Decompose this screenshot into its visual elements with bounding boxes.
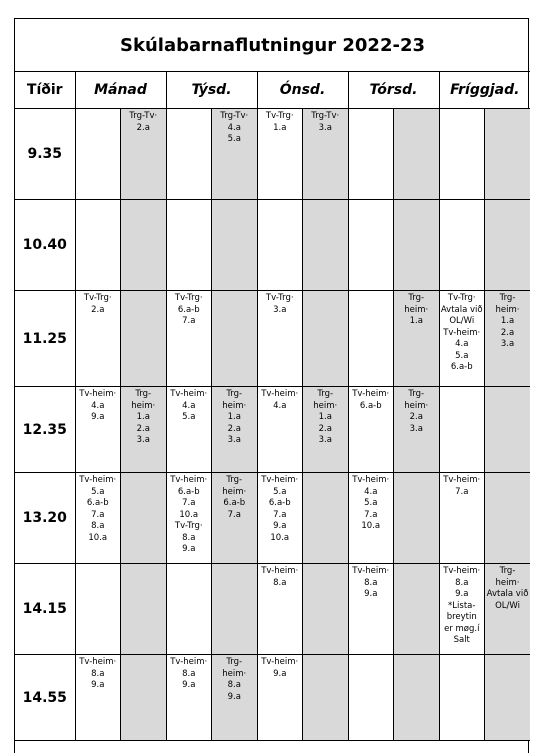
cell-line: Tv-Trg·	[174, 521, 203, 531]
cell-line: 7.a	[455, 486, 469, 497]
cell-line: heim·	[313, 400, 338, 411]
schedule-cell	[75, 291, 121, 387]
cell-line: 8.a	[273, 577, 287, 588]
day-header-thursday: Tórsd.	[348, 72, 439, 109]
cell-line: 4.a	[227, 122, 241, 133]
schedule-cell	[485, 473, 531, 564]
cell-line: 5.a	[364, 498, 378, 508]
cell-line: 6.a-b	[177, 486, 200, 497]
cell-line: heim·	[222, 486, 247, 497]
schedule-cell	[394, 473, 440, 564]
schedule-cell	[75, 109, 121, 200]
cell-line: heim·	[404, 400, 429, 411]
schedule-cell	[439, 564, 485, 655]
cell-line: Tv-Trg·	[174, 293, 203, 303]
cell-line: 7.a	[182, 316, 196, 326]
schedule-cell	[121, 387, 167, 473]
cell-line: 3.a	[318, 122, 332, 133]
schedule-cell	[303, 473, 349, 564]
cell-line: Trg-Tv·	[129, 111, 158, 121]
schedule-cell	[348, 200, 394, 291]
schedule-cell	[121, 655, 167, 741]
cell-line: Salt	[453, 635, 470, 645]
cell-line: 6.a-b	[450, 362, 473, 372]
schedule-cell	[212, 291, 258, 387]
cell-line: Trg-	[317, 389, 334, 399]
schedule-row	[15, 564, 530, 655]
schedule-cell	[212, 387, 258, 473]
schedule-row	[15, 291, 530, 387]
cell-line: 9.a	[91, 412, 105, 422]
schedule-cell	[257, 655, 303, 741]
cell-line: 7.a	[273, 509, 287, 520]
schedule-cell	[303, 655, 349, 741]
cell-line: 3.a	[318, 435, 332, 445]
cell-line: Trg-	[408, 389, 425, 399]
schedule-cell	[257, 387, 303, 473]
cell-line: Tv-Trg·	[265, 293, 294, 303]
cell-line: 10.a	[361, 521, 381, 531]
cell-line: 9.a	[182, 544, 196, 554]
schedule-cell	[348, 473, 394, 564]
cell-line: 1.a	[318, 412, 332, 422]
cell-line: 5.a	[227, 134, 241, 144]
schedule-cell	[439, 109, 485, 200]
cell-line: 4.a	[273, 400, 287, 411]
time-slot-label: 14.15	[15, 564, 75, 655]
cell-line: Tv-heim·	[352, 475, 390, 485]
cell-line: 8.a	[91, 668, 105, 679]
cell-line: 1.a	[227, 412, 241, 422]
cell-line: Tv-heim·	[261, 566, 299, 576]
schedule-row	[15, 109, 530, 200]
schedule-cell	[485, 291, 531, 387]
cell-line: Tv-heim·	[352, 566, 390, 576]
cell-line: 1.a	[136, 412, 150, 422]
schedule-cell	[121, 109, 167, 200]
schedule-cell	[303, 200, 349, 291]
cell-line: OL/Wi	[449, 316, 475, 326]
cell-line: 10.a	[88, 532, 108, 543]
cell-line: 2.a	[409, 412, 423, 422]
cell-line: 10.a	[270, 532, 290, 543]
cell-line: Tv-heim·	[443, 566, 481, 576]
cell-line: 5.a	[182, 412, 196, 422]
cell-line: Tv-heim·	[443, 475, 481, 485]
cell-line: Trg-	[226, 389, 243, 399]
cell-line: 3.a	[500, 339, 515, 349]
cell-line: 8.a	[455, 577, 469, 588]
schedule-cell	[75, 200, 121, 291]
schedule-cell	[439, 655, 485, 741]
cell-line: 2.a	[227, 423, 241, 434]
cell-line: 1.a	[500, 316, 515, 326]
schedule-cell	[348, 655, 394, 741]
cell-line: 9.a	[273, 668, 287, 679]
cell-line: 4.a	[455, 339, 469, 349]
cell-line: Trg-	[408, 293, 425, 303]
schedule-cell	[212, 200, 258, 291]
cell-line: 9.a	[182, 680, 196, 690]
schedule-cell	[212, 109, 258, 200]
schedule-cell	[348, 387, 394, 473]
cell-line: 7.a	[91, 509, 105, 520]
cell-line: 2.a	[136, 122, 150, 133]
schedule-cell	[303, 387, 349, 473]
schedule-cell	[75, 473, 121, 564]
schedule-cell	[394, 109, 440, 200]
cell-line: Trg-Tv·	[220, 111, 249, 121]
cell-line: Tv-heim·	[79, 657, 117, 667]
schedule-cell	[348, 291, 394, 387]
cell-line: 4.a	[364, 486, 378, 497]
schedule-cell	[166, 655, 212, 741]
time-slot-label: 10.40	[15, 200, 75, 291]
cell-line: 8.a	[182, 668, 196, 679]
cell-line: breytin	[446, 612, 477, 622]
schedule-cell	[75, 564, 121, 655]
schedule-sheet	[14, 18, 529, 753]
cell-line: 6.a-b	[177, 304, 200, 315]
schedule-cell	[394, 200, 440, 291]
cell-line: Tv-heim·	[170, 475, 208, 485]
schedule-row	[15, 655, 530, 741]
schedule-table	[15, 19, 530, 741]
cell-line: Tv-Trg·	[83, 293, 112, 303]
schedule-cell	[75, 655, 121, 741]
cell-line: 5.a	[455, 350, 469, 361]
schedule-cell	[257, 564, 303, 655]
header-row	[15, 72, 530, 109]
cell-line: 7.a	[364, 509, 378, 520]
schedule-cell	[394, 387, 440, 473]
schedule-row	[15, 200, 530, 291]
cell-line: 7.a	[227, 509, 241, 520]
cell-line: 1.a	[273, 122, 287, 133]
schedule-cell	[212, 473, 258, 564]
schedule-cell	[485, 109, 531, 200]
cell-line: 6.a-b	[359, 400, 382, 411]
cell-line: 1.a	[409, 316, 423, 326]
cell-line: 9.a	[455, 589, 469, 599]
day-header-wednesday: Ónsd.	[257, 72, 348, 109]
cell-line: 9.a	[91, 680, 105, 690]
schedule-cell	[166, 564, 212, 655]
title-row	[15, 19, 530, 72]
cell-line: heim·	[495, 577, 520, 588]
schedule-cell	[439, 200, 485, 291]
schedule-cell	[166, 200, 212, 291]
time-column-header: Tíðir	[15, 72, 75, 109]
schedule-cell	[121, 473, 167, 564]
cell-line: 10.a	[179, 509, 199, 520]
cell-line: Trg-	[226, 475, 243, 485]
schedule-cell	[439, 291, 485, 387]
schedule-cell	[485, 655, 531, 741]
cell-line: Tv-heim·	[261, 389, 299, 399]
schedule-cell	[348, 564, 394, 655]
cell-line: heim·	[495, 304, 520, 315]
schedule-cell	[348, 109, 394, 200]
schedule-cell	[166, 109, 212, 200]
schedule-cell	[166, 473, 212, 564]
time-slot-label: 13.20	[15, 473, 75, 564]
cell-line: 6.a-b	[86, 498, 109, 508]
cell-line: 3.a	[136, 435, 150, 445]
schedule-cell	[75, 387, 121, 473]
schedule-cell	[121, 200, 167, 291]
day-header-tuesday: Týsd.	[166, 72, 257, 109]
cell-line: Trg-	[499, 566, 516, 576]
cell-line: *Lista-	[448, 600, 476, 611]
schedule-cell	[485, 564, 531, 655]
schedule-cell	[257, 291, 303, 387]
cell-line: 6.a-b	[268, 498, 291, 508]
schedule-cell	[394, 564, 440, 655]
schedule-cell	[121, 564, 167, 655]
cell-line: heim·	[131, 400, 156, 411]
schedule-cell	[257, 473, 303, 564]
day-header-friday: Fríggjad.	[439, 72, 530, 109]
cell-line: 2.a	[500, 327, 515, 338]
cell-line: 2.a	[91, 304, 105, 315]
cell-line: 2.a	[136, 423, 150, 434]
cell-line: 2.a	[318, 423, 332, 434]
cell-line: heim·	[404, 304, 429, 315]
time-slot-label: 11.25	[15, 291, 75, 387]
schedule-cell	[439, 387, 485, 473]
schedule-cell	[212, 564, 258, 655]
cell-line: Tv-heim·	[79, 475, 117, 485]
cell-line: Avtala við	[486, 589, 529, 599]
cell-line: Avtala við	[440, 304, 483, 315]
cell-line: 3.a	[227, 435, 241, 445]
cell-line: 8.a	[227, 680, 241, 690]
schedule-cell	[303, 109, 349, 200]
schedule-cell	[257, 200, 303, 291]
page-title: Skúlabarnaflutningur 2022-23	[15, 19, 530, 72]
cell-line: heim·	[222, 668, 247, 679]
cell-line: 3.a	[409, 423, 423, 434]
cell-line: Trg-	[499, 293, 516, 303]
cell-line: 5.a	[273, 486, 287, 497]
schedule-cell	[121, 291, 167, 387]
cell-line: 7.a	[182, 498, 196, 508]
schedule-cell	[394, 291, 440, 387]
schedule-cell	[212, 655, 258, 741]
cell-line: Tv-heim·	[170, 389, 208, 399]
day-header-monday: Mánad	[75, 72, 166, 109]
schedule-cell	[166, 291, 212, 387]
time-slot-label: 12.35	[15, 387, 75, 473]
cell-line: 5.a	[91, 486, 105, 497]
schedule-row	[15, 473, 530, 564]
schedule-cell	[303, 291, 349, 387]
cell-line: 9.a	[364, 589, 378, 599]
cell-line: 8.a	[91, 521, 105, 531]
cell-line: 9.a	[273, 521, 287, 531]
cell-line: 6.a-b	[223, 498, 246, 508]
schedule-cell	[303, 564, 349, 655]
cell-line: Tv-Trg·	[265, 111, 294, 121]
cell-line: Tv-heim·	[170, 657, 208, 667]
cell-line: Tv-heim·	[261, 657, 299, 667]
cell-line: Tv-heim·	[261, 475, 299, 485]
cell-line: er møg.í	[444, 623, 480, 634]
schedule-cell	[166, 387, 212, 473]
schedule-cell	[257, 109, 303, 200]
cell-line: 3.a	[273, 304, 287, 315]
schedule-cell	[485, 200, 531, 291]
cell-line: heim·	[222, 400, 247, 411]
cell-line: 8.a	[182, 532, 196, 543]
cell-line: Tv-heim·	[443, 327, 481, 338]
cell-line: Trg-Tv·	[311, 111, 340, 121]
time-slot-label: 9.35	[15, 109, 75, 200]
cell-line: Tv-heim·	[79, 389, 117, 399]
time-slot-label: 14.55	[15, 655, 75, 741]
cell-line: OL/Wi	[495, 600, 520, 611]
cell-line: Trg-	[226, 657, 243, 667]
cell-line: Tv-heim·	[352, 389, 390, 399]
schedule-cell	[394, 655, 440, 741]
cell-line: 4.a	[182, 400, 196, 411]
cell-line: 8.a	[364, 577, 378, 588]
schedule-body	[15, 109, 530, 741]
schedule-cell	[439, 473, 485, 564]
cell-line: 9.a	[227, 691, 241, 702]
cell-line: Trg-	[135, 389, 152, 399]
cell-line: Tv-Trg·	[447, 293, 476, 303]
schedule-row	[15, 387, 530, 473]
cell-line: 4.a	[91, 400, 105, 411]
schedule-cell	[485, 387, 531, 473]
